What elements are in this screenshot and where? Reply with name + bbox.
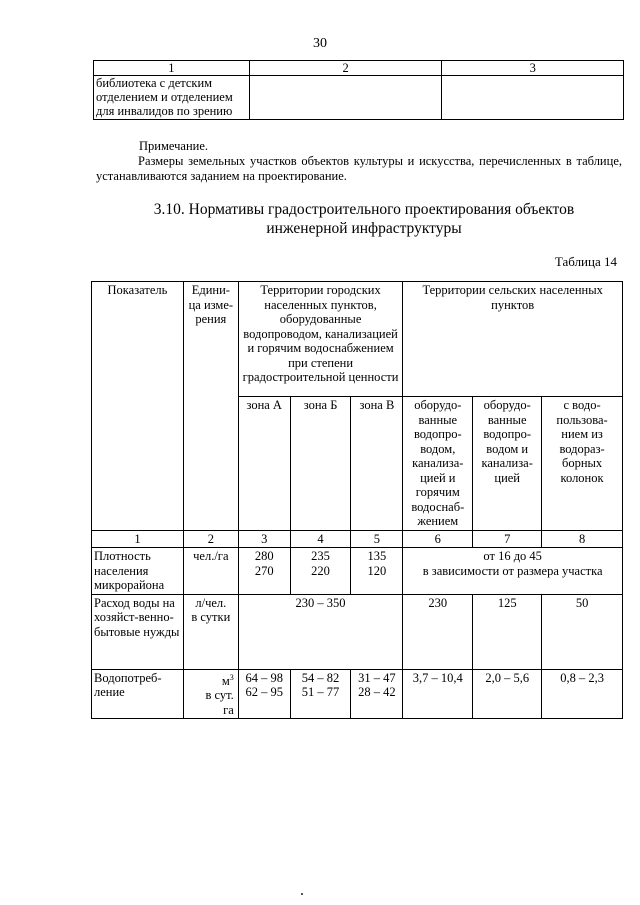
row-indicator: Расход воды на хозяйст-венно-бытовые нужды [92, 594, 184, 669]
value-zone-a: 280 270 [238, 548, 290, 595]
value-zone-b: 235 220 [290, 548, 351, 595]
value-rural-1: 230 [403, 594, 473, 669]
value-zone-c: 31 – 47 28 – 42 [351, 669, 403, 719]
col-number: 7 [473, 530, 542, 548]
value-zone-c: 135 120 [351, 548, 403, 595]
value-rural-3: 50 [542, 594, 623, 669]
header-indicator: Показатель [92, 282, 184, 531]
col-number-1: 1 [94, 61, 250, 76]
table-row [92, 594, 623, 669]
header-unit: Едини-ца изме-рения [183, 282, 238, 531]
continued-table [93, 60, 624, 120]
section-heading-line1: 3.10. Нормативы градостроительного проектирования объектов [153, 201, 575, 218]
value-rural-1: 3,7 – 10,4 [403, 669, 473, 719]
empty-cell [249, 76, 442, 120]
header-rural-3: с водо-пользова-нием из водораз-борных колонок [542, 397, 623, 531]
norms-table [91, 281, 623, 719]
header-urban: Территории городских населенных пунктов, оборудованные водопроводом, канализацией и горячим водоснабжением при степени градостроительной ценности [238, 282, 403, 397]
header-zone-b: зона Б [290, 397, 351, 531]
value-zone-a: 64 – 98 62 – 95 [238, 669, 290, 719]
col-number: 2 [183, 530, 238, 548]
value-rural-2: 2,0 – 5,6 [473, 669, 542, 719]
value-rural-2: 125 [473, 594, 542, 669]
header-rural-2: оборудо-ванные водопро-водом и канализа-цией [473, 397, 542, 531]
col-number: 8 [542, 530, 623, 548]
page-number: 30 [313, 36, 327, 51]
col-number: 4 [290, 530, 351, 548]
col-number: 6 [403, 530, 473, 548]
row-unit [183, 669, 238, 719]
col-number: 1 [92, 530, 184, 548]
unit-superscript: 3 [229, 672, 234, 682]
empty-cell [442, 76, 624, 120]
value-rural-3: 0,8 – 2,3 [542, 669, 623, 719]
row-indicator: Плотность населения микрорайона [92, 548, 184, 595]
section-heading-line2: инженерной инфраструктуры [266, 220, 462, 237]
value-urban-merged: 230 – 350 [238, 594, 403, 669]
table-header-row [92, 282, 623, 397]
row-unit: л/чел. в сутки [183, 594, 238, 669]
note-title: Примечание. [139, 139, 209, 153]
scan-dot [301, 893, 303, 895]
column-number-row [92, 530, 623, 548]
unit-rest: в сут. га [205, 688, 234, 717]
row-unit: чел./га [183, 548, 238, 595]
table-row [92, 548, 623, 595]
header-zone-a: зона А [238, 397, 290, 531]
col-number: 3 [238, 530, 290, 548]
header-rural-1: оборудо-ванные водопро-водом, канализа-цией и горячим водоснаб-жением [403, 397, 473, 531]
col-number-3: 3 [442, 61, 624, 76]
col-number-2: 2 [249, 61, 442, 76]
header-rural: Территории сельских населенных пунктов [403, 282, 623, 397]
table-row [94, 76, 624, 120]
row-indicator: Водопотреб-ление [92, 669, 184, 719]
col-number: 5 [351, 530, 403, 548]
table-row [92, 669, 623, 719]
header-zone-c: зона В [351, 397, 403, 531]
value-rural-merged: от 16 до 45 в зависимости от размера участка [403, 548, 623, 595]
library-row-cell: библиотека с детским отделением и отделением для инвалидов по зрению [94, 76, 250, 120]
unit-m: м [221, 673, 230, 688]
note-text: Размеры земельных участков объектов культуры и искусства, перечисленных в таблице, устанавливаются заданием на проектирование. [96, 154, 622, 183]
table-label: Таблица 14 [554, 254, 617, 269]
table-header-row [94, 61, 624, 76]
value-zone-b: 54 – 82 51 – 77 [290, 669, 351, 719]
